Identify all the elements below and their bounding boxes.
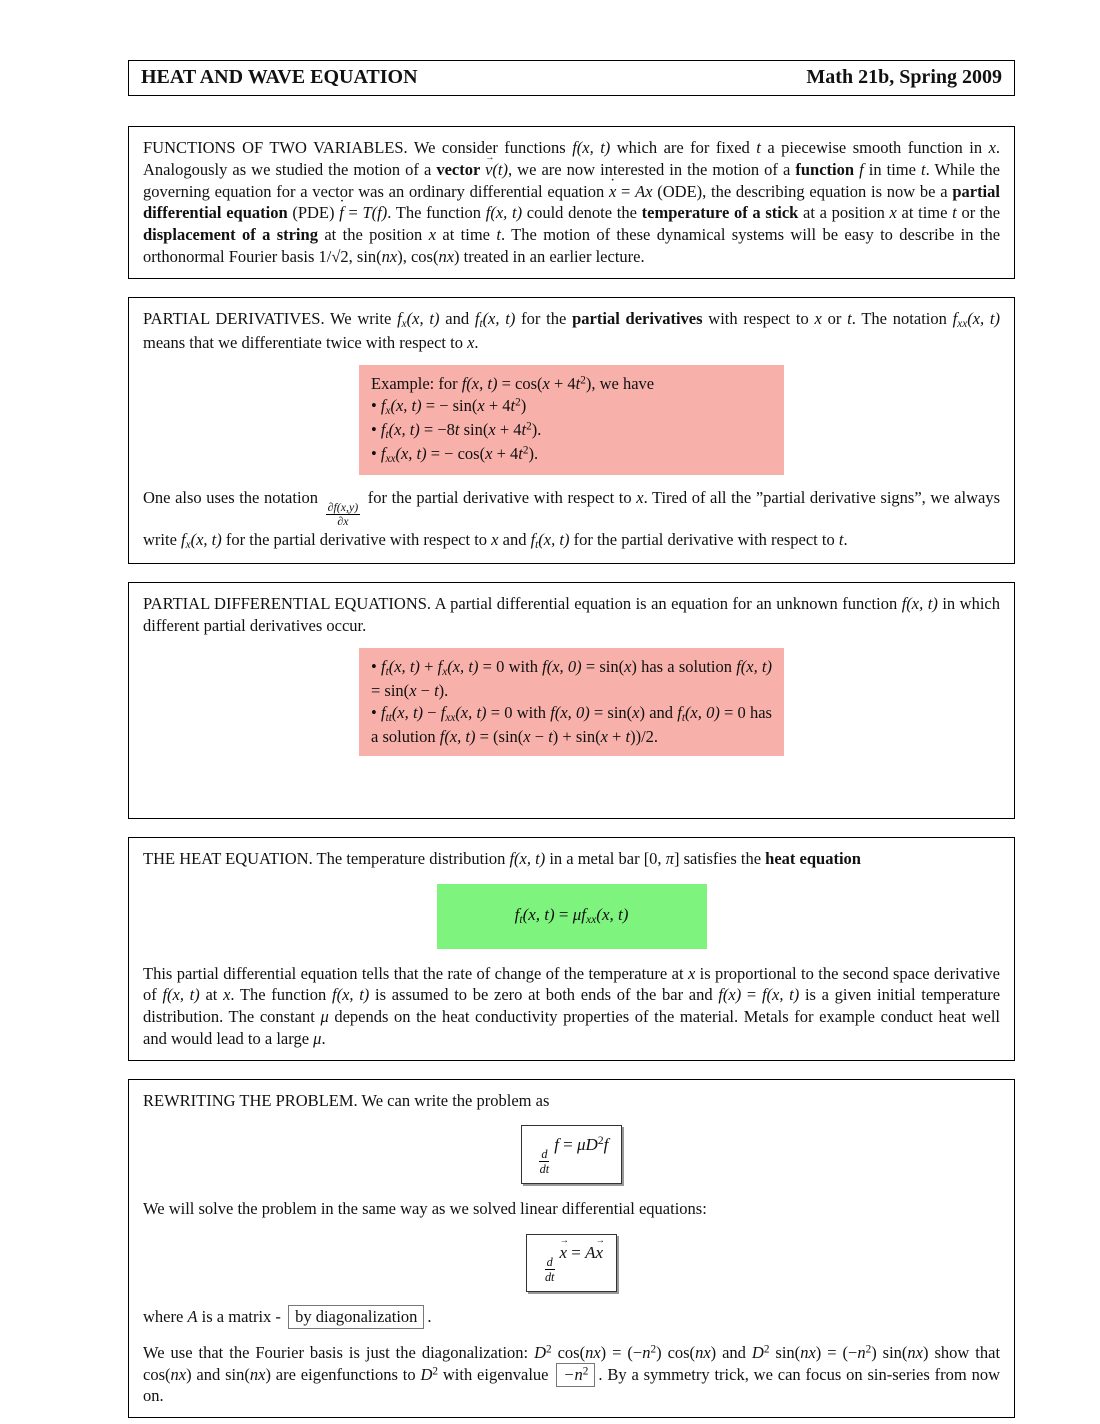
paragraph: FUNCTIONS OF TWO VARIABLES. We consider functions f(x, t) which are for fixed t a piecewise smooth function in x. Analogously as we studied the motion of a vector v →(t), we are now interested in the motion of a function f in time t. While the governing equation for a vector was an ordinary differential equation x ˙ = Ax (ODE), the describing equation is now be a partial differential equation (PDE) f ˙ = T(f). The function f(x, t) could denote the temperature of a stick at a position x at time t or the displacement of a string at the position x at time t. The motion of these dynamical systems will be easy to describe in the orthonormal Fourier basis 1/√2, sin(nx), cos(nx) treated in an earlier lecture. (143, 137, 1000, 268)
bullet-item: • $f_t(x$, $t) + f_x(x$, t) = 0 with f(x, 0) = sin(x) has a solution f(x, t) = sin(x − t). (371, 657, 772, 701)
paragraph: PARTIAL DERIVATIVES. We write $f_x(x$, t) and $f_t(x$, t) for the partial derivatives with respect to x or t. The notation $f_{xx}(x$, t) means that we differentiate twice with respect to x. (143, 308, 1001, 352)
boxed-formula: $\frac{d}{dt}$ x → = Ax → (526, 1234, 617, 1292)
paragraph: PARTIAL DIFFERENTIAL EQUATIONS. A partial differential equation is an equation for an unknown function f(x, t) in which different partial derivatives occur. (143, 593, 1000, 635)
section-rewriting-the-problem (128, 1079, 1015, 1419)
course-label: Math 21b, Spring 2009 (806, 66, 1002, 88)
paragraph: We will solve the problem in the same way as we solved linear differential equations: (143, 1199, 707, 1219)
document-header (128, 60, 1015, 96)
paragraph: THE HEAT EQUATION. The temperature distribution f(x, t) in a metal bar [0, π] satisfies the heat equation (143, 848, 861, 868)
paragraph: We use that the Fourier basis is just the diagonalization: $D^2$ $\cos(nx) = (-n^2)$ cos(nx) and $D^2$ $\sin(nx) = (-n^2)$ sin(nx) show that cos(nx) and sin(nx) are eigenfunctions to $D^2$ with eigenvalue $-n^2$ . By a symmetry trick, we can focus on sin-series from now on. (143, 1342, 1001, 1406)
display-equation (143, 1125, 1000, 1184)
examples-highlight-box (359, 648, 784, 755)
spacer (143, 768, 1000, 808)
heat-equation-formula: $f_t(x$, $t) = \mu f_{xx}(x$, t) (514, 905, 629, 927)
display-equation (143, 1234, 1000, 1292)
section-heat-equation (128, 837, 1015, 1061)
bullet-item: • $f_x(x$, t) = − $\sin(x + 4t^2)$ (371, 396, 527, 418)
example-intro: Example: for f(x, $t) = \cos(x + 4t^2)$, we have (371, 374, 655, 394)
bullet-item: • $f_t(x$, t) = −8t $\sin(x + 4t^2)$. (371, 420, 542, 442)
page-title: HEAT AND WAVE EQUATION (141, 66, 418, 88)
heat-equation-highlight-box (437, 884, 707, 949)
section-partial-differential-equations (128, 582, 1015, 819)
bullet-item: • $f_{xx}(x$, t) = − $\cos(x + 4t^2)$. (371, 443, 539, 466)
example-highlight-box (359, 365, 784, 475)
paragraph: where A is a matrix - by diagonalization . (143, 1306, 1000, 1328)
paragraph: This partial differential equation tells that the rate of change of the temperature at x is proportional to the second space derivative of f(x, t) at x. The function f(x, t) is assumed to be zero at both ends of the bar and f(x) = f(x, t) is a given initial temperature distribution. The constant μ depends on the heat conductivity properties of the material. Metals for example conduct heat well and would lead to a large μ. (143, 963, 1001, 1048)
boxed-formula: $\frac{d}{dt}$ $f = \mu D^2f$ (521, 1125, 623, 1184)
bullet-item: • $f_{tt}(x$, $t) - f_{xx}(x$, t) = 0 with f(x, 0) = sin(x) and $f_t(x$, 0) = 0 has a solution f(x, t) = (sin(x − t) + sin(x + t))/2. (371, 703, 772, 747)
paragraph: One also uses the notation $\frac{\partial f(x,y)}{\partial x}$ for the partial derivative with respect to x. Tired of all the ”partial derivative signs”, we always write $f_x(x$, t) for the partial derivative with respect to x and $f_t(x$, t) for the partial derivative with respect to t. (143, 487, 1000, 552)
section-functions-of-two-variables (128, 126, 1015, 279)
section-partial-derivatives (128, 297, 1015, 564)
paragraph: REWRITING THE PROBLEM. We can write the problem as (143, 1090, 550, 1110)
